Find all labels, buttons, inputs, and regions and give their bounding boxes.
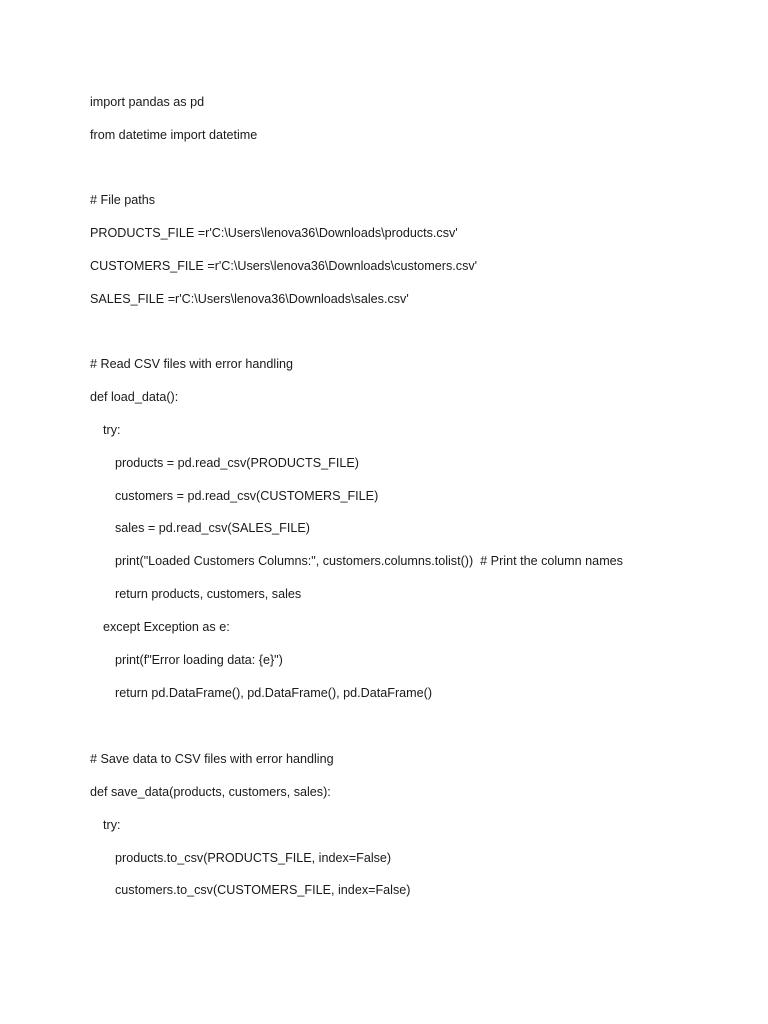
code-line-read-customers: customers = pd.read_csv(CUSTOMERS_FILE) — [115, 489, 379, 503]
code-comment-read-csv: # Read CSV files with error handling — [90, 357, 294, 371]
code-line-save-customers: customers.to_csv(CUSTOMERS_FILE, index=False) — [115, 883, 411, 897]
code-line-customers-file: CUSTOMERS_FILE =r'C:\Users\lenova36\Downloads\customers.csv' — [90, 259, 478, 273]
code-line-import-datetime: from datetime import datetime — [90, 128, 258, 142]
code-line-try: try: — [103, 423, 121, 437]
code-line-def-save-data: def save_data(products, customers, sales): — [90, 785, 331, 799]
code-line-read-products: products = pd.read_csv(PRODUCTS_FILE) — [115, 456, 359, 470]
code-line-try-save: try: — [103, 818, 121, 832]
code-line-def-load-data: def load_data(): — [90, 390, 179, 404]
code-line-sales-file: SALES_FILE =r'C:\Users\lenova36\Downloads\sales.csv' — [90, 292, 409, 306]
code-line-read-sales: sales = pd.read_csv(SALES_FILE) — [115, 521, 310, 535]
code-line-import-pandas: import pandas as pd — [90, 95, 205, 109]
code-comment-save-data: # Save data to CSV files with error handling — [90, 752, 334, 766]
code-line-print-error: print(f"Error loading data: {e}") — [115, 653, 283, 667]
code-line-return-empty: return pd.DataFrame(), pd.DataFrame(), pd.DataFrame() — [115, 686, 433, 700]
code-line-save-products: products.to_csv(PRODUCTS_FILE, index=False) — [115, 851, 392, 865]
code-line-products-file: PRODUCTS_FILE =r'C:\Users\lenova36\Downloads\products.csv' — [90, 226, 458, 240]
code-line-return-data: return products, customers, sales — [115, 587, 302, 601]
code-line-except: except Exception as e: — [103, 620, 230, 634]
code-comment-file-paths: # File paths — [90, 193, 156, 207]
code-line-print-columns: print("Loaded Customers Columns:", customers.columns.tolist()) # Print the column names — [115, 554, 623, 568]
